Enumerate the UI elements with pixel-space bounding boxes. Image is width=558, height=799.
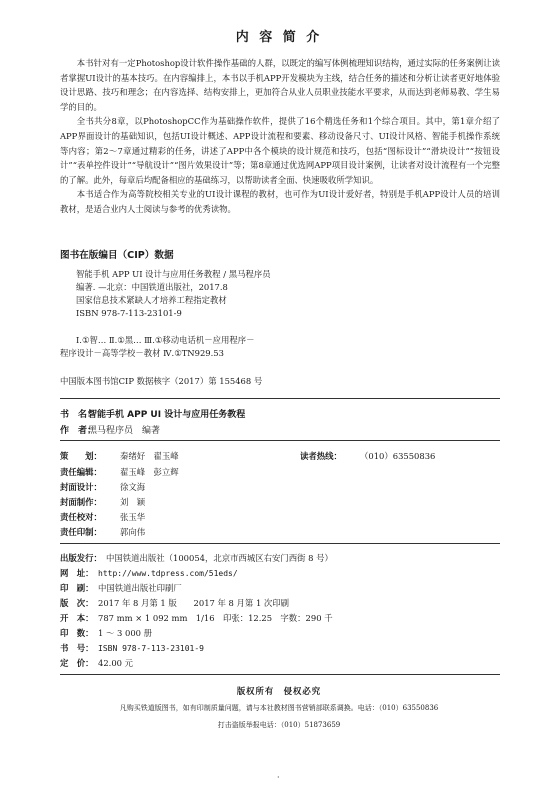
cip-heading: 图书在版编目（CIP）数据 (60, 250, 174, 261)
publisher-row (60, 552, 333, 564)
website-row (60, 567, 238, 579)
staff-label: 封面制作： (60, 497, 102, 507)
cip-line: 程序设计－高等学校－教材 Ⅳ.①TN929.53 (60, 348, 224, 358)
staff-label: 封面设计： (60, 482, 102, 492)
price-row (60, 657, 133, 669)
pub-label: 书 号： (60, 643, 94, 653)
quality-notice: 凡购买铁道版图书，如有印制质量问题，请与本社教材图书营销部联系调换。电话：（010）63550836 (119, 704, 439, 712)
isbn-row (60, 642, 204, 654)
staff-value: 刘 颖 (120, 497, 146, 507)
rights-notice: 版权所有 侵权必究 (236, 686, 322, 696)
cip-block-class (60, 334, 255, 360)
edition-row (60, 597, 289, 609)
staff-cover-design-row (60, 481, 145, 493)
cip-block-main (60, 268, 271, 320)
page-title: 内 容 简 介 (235, 30, 323, 45)
pub-label: 印 数： (60, 628, 94, 638)
summary-text (60, 56, 500, 217)
staff-value: 翟玉峰 彭立辉 (120, 467, 179, 477)
divider (60, 543, 500, 544)
cip-line: ISBN 978-7-113-23101-9 (76, 308, 182, 318)
cip-line: 国家信息技术紧缺人才培养工程指定教材 (76, 295, 227, 305)
pub-value: 中国铁道出版社印刷厂 (98, 583, 182, 593)
staff-planning-row (60, 450, 179, 462)
pub-value: http://www.tdpress.com/51eds/ (98, 569, 238, 578)
pub-label: 印 刷： (60, 583, 94, 593)
staff-cover-production-row (60, 496, 145, 508)
staff-label: 责任编辑： (60, 467, 102, 477)
cip-line: 智能手机 APP UI 设计与应用任务教程 / 黑马程序员 (76, 269, 271, 279)
summary-paragraph: 本书针对有一定Photoshop设计软件操作基础的人群，以既定的编写体例梳理知识结构，通过实际的任务案例让读者掌握UI设计的基本技巧。在内容编排上，本书以手机APP开发模块为主线，结合任务的描述和分析让读者更好地体验设计思路、技巧和理念；在内容选择、结构安排上，更加符合从业人员职业技能水平要求，从而达到老师易教、学生易学的目的。 (60, 58, 500, 112)
pub-value: ISBN 978-7-113-23101-9 (98, 644, 204, 653)
pub-value: 1 ～ 3 000 册 (98, 628, 153, 638)
piracy-hotline: 打击盗版举报电话：（010）51873659 (217, 721, 341, 729)
pub-label: 开 本： (60, 613, 94, 623)
divider (60, 398, 500, 399)
pub-label: 网 址： (60, 568, 94, 578)
pub-value: 42.00 元 (98, 658, 134, 668)
staff-value: 秦绪好 翟玉峰 (120, 451, 179, 461)
cip-line: 中国版本图书馆CIP 数据核字（2017）第 155468 号 (60, 376, 263, 386)
cip-number (60, 375, 262, 388)
copies-row (60, 627, 152, 639)
format-row (60, 612, 333, 624)
pub-value: 787 mm × 1 092 mm 1/16 印张：12.25 字数：290 千 (98, 613, 333, 623)
staff-print-row (60, 526, 145, 538)
divider (60, 674, 500, 675)
book-author-row (60, 423, 160, 436)
staff-label: 责任印制： (60, 527, 102, 537)
staff-proofread-row (60, 511, 145, 523)
pub-value: 2017 年 8 月第 1 版 2017 年 8 月第 1 次印刷 (98, 598, 290, 608)
page-mark: · (277, 773, 280, 782)
book-author-value: 黑马程序员 编著 (88, 426, 161, 436)
book-author-label: 作 者： (60, 426, 97, 436)
reader-hotline-row (300, 450, 435, 462)
pub-label: 定 价： (60, 658, 94, 668)
cip-line: Ⅰ.①智… Ⅱ.①黑… Ⅲ.①移动电话机－应用程序－ (76, 335, 255, 345)
cip-line: 编著. —北京：中国铁道出版社，2017.8 (76, 282, 228, 292)
staff-value: 郭向伟 (120, 527, 146, 537)
staff-editor-row (60, 466, 179, 478)
printer-row (60, 582, 182, 594)
staff-value: 徐文海 (120, 482, 146, 492)
book-title-value: 智能手机 APP UI 设计与应用任务教程 (88, 410, 246, 420)
pub-label: 出版发行： (60, 553, 102, 563)
book-title-row (60, 407, 245, 420)
staff-label: 策 划： (60, 451, 102, 461)
summary-paragraph: 本书适合作为高等院校相关专业的UI设计课程的教材，也可作为UI设计爱好者，特别是手机APP设计人员的培训教材，是适合业内人士阅读与参考的优秀读物。 (60, 189, 500, 214)
hotline-value: （010）63550836 (360, 451, 436, 461)
staff-value: 张玉华 (120, 512, 146, 522)
staff-label: 责任校对： (60, 512, 102, 522)
hotline-label: 读者热线： (300, 451, 342, 461)
divider (60, 440, 500, 441)
pub-value: 中国铁道出版社（100054，北京市西城区右安门西街 8 号） (106, 553, 333, 563)
summary-paragraph: 全书共分8章，以PhotoshopCC作为基础操作软件，提供了16个精选任务和1个综合项目。其中，第1章介绍了APP界面设计的基础知识，包括UI设计概述、APP设计流程和要素、移动设备尺寸、UI设计风格、智能手机操作系统等内容；第2～7章通过精彩的任务，讲述了APP中各个模块的设计规范和技巧，包括“图标设计”“滑块设计”“按钮设计”“表单控件设计”“导航设计”“图片效果设计”等；第8章通过优选网APP项目设计案例，让读者对设计流程有一个完整的了解。此外，每章后均配备相应的基础练习，以帮助读者全面、快速吸收所学知识。 (60, 116, 500, 185)
pub-label: 版 次： (60, 598, 94, 608)
book-title-label: 书 名： (60, 410, 97, 420)
